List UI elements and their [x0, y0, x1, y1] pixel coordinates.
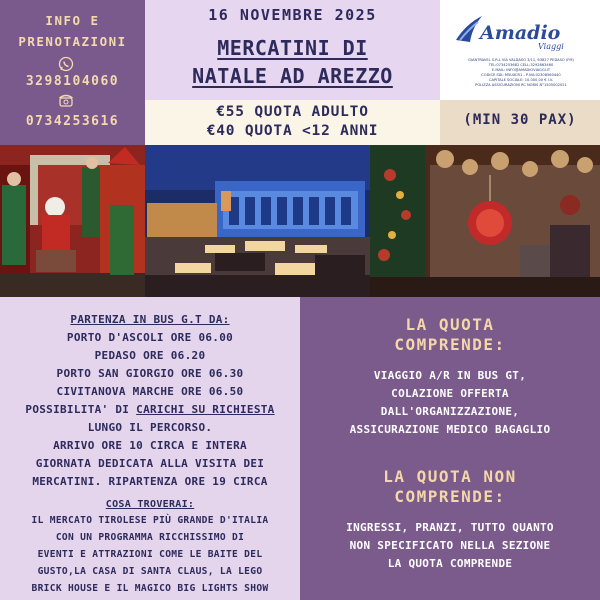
agency-info-line: E.MAIL: INFO@AMADIOVIAGGI.IT	[491, 68, 551, 72]
event-date: 16 NOVEMBRE 2025	[208, 6, 377, 24]
discover-line: BRICK HOUSE E IL MAGICO BIG LIGHTS SHOW	[31, 583, 269, 594]
photo-arezzo-piazza	[145, 145, 370, 297]
departure-heading: PARTENZA IN BUS G.T DA:	[70, 313, 230, 326]
discover-line: CON UN PROGRAMMA RICCHISSIMO DI	[55, 532, 245, 543]
telephone-icon	[58, 92, 74, 108]
departure-stop: CIVITANOVA MARCHE ORE 06.50	[56, 385, 244, 398]
included-item: COLAZIONE OFFERTA	[391, 387, 509, 400]
contact-phone-landline[interactable]: 0734253616	[25, 114, 120, 129]
contact-panel	[0, 0, 145, 145]
event-title-line1: MERCATINI DI	[217, 36, 368, 60]
included-heading-line1: LA QUOTA	[405, 315, 495, 334]
arrival-line: MERCATINI. RIPARTENZA ORE 19 CIRCA	[32, 475, 268, 488]
departure-stop: PORTO SAN GIORGIO ORE 06.30	[56, 367, 244, 380]
photo-santa-elves	[0, 145, 145, 297]
agency-logo-name: Amadio	[480, 22, 561, 44]
event-title-line2: NATALE AD AREZZO	[192, 64, 393, 88]
excluded-item: NON SPECIFICATO NELLA SEZIONE	[349, 539, 551, 552]
excluded-heading-line2: COMPRENDE:	[394, 487, 506, 506]
pickup-note	[0, 403, 300, 416]
discover-line: GUSTO,LA CASA DI SANTA CLAUS, LA LEGO	[37, 566, 263, 577]
discover-line: IL MERCATO TIROLESE PIÙ GRANDE D'ITALIA	[31, 515, 269, 526]
contact-title-line2: PRENOTAZIONI	[18, 34, 127, 49]
logo-panel	[440, 0, 600, 100]
arrival-line: GIORNATA DEDICATA ALLA VISITA DEI	[35, 457, 265, 470]
departure-stop: PEDASO ORE 06.20	[94, 349, 206, 362]
quote-panel	[300, 297, 600, 600]
included-item: ASSICURAZIONE MEDICO BAGAGLIO	[349, 423, 551, 436]
whatsapp-icon	[58, 56, 74, 72]
excluded-heading-line1: LA QUOTA NON	[383, 467, 517, 486]
agency-info-line: GIANTRAVEL S.R.L VIA VALDASO 3/11, 63827 PEDASO (FM)	[468, 58, 574, 62]
photo-christmas-ornaments	[370, 145, 600, 297]
event-title	[159, 34, 426, 90]
price-band	[145, 100, 440, 145]
contact-phone-mobile[interactable]: 3298104060	[25, 74, 120, 89]
included-item: DALL'ORGANIZZAZIONE,	[380, 405, 520, 418]
min-pax-label: (MIN 30 PAX)	[463, 112, 577, 128]
agency-info-line: CAPITALE SOCIALE: 10.000,00 € I.V.	[489, 78, 553, 82]
discover-line: EVENTI E ATTRAZIONI COME LE BAITE DEL	[37, 549, 263, 560]
discover-heading: COSA TROVERAI:	[105, 499, 195, 510]
agency-info-line: TEL:0734253682 CELL:3292863460	[488, 63, 554, 67]
excluded-item: LA QUOTA COMPRENDE	[387, 557, 513, 570]
departure-info-panel	[0, 297, 300, 600]
pickup-on-request: CARICHI SU RICHIESTA	[136, 403, 275, 416]
excluded-item: INGRESSI, PRANZI, TUTTO QUANTO	[346, 521, 554, 534]
price-child: €40 QUOTA <12 ANNI	[206, 123, 379, 139]
min-pax-panel	[440, 100, 600, 145]
agency-logo-subtitle: Viaggi	[538, 42, 564, 51]
contact-title-line1: INFO E	[45, 13, 100, 28]
pickup-prefix: POSSIBILITA' DI	[25, 403, 137, 416]
event-header	[145, 0, 440, 100]
included-heading-line2: COMPRENDE:	[394, 335, 506, 354]
departure-stop: PORTO D'ASCOLI ORE 06.00	[66, 331, 234, 344]
price-adult: €55 QUOTA ADULTO	[216, 104, 369, 120]
arrival-line: ARRIVO ORE 10 CIRCA E INTERA	[53, 439, 247, 452]
agency-info	[446, 58, 596, 88]
agency-info-line: POLIZZA ASSICURAZIONI RC NOBIS N°1505002021	[475, 83, 567, 87]
included-item: VIAGGIO A/R IN BUS GT,	[373, 369, 527, 382]
pickup-note-line2: LUNGO IL PERCORSO.	[87, 421, 213, 434]
agency-info-line: CODICE SDI: M5UXCR1 - P.IVA:02308560440	[481, 73, 561, 77]
